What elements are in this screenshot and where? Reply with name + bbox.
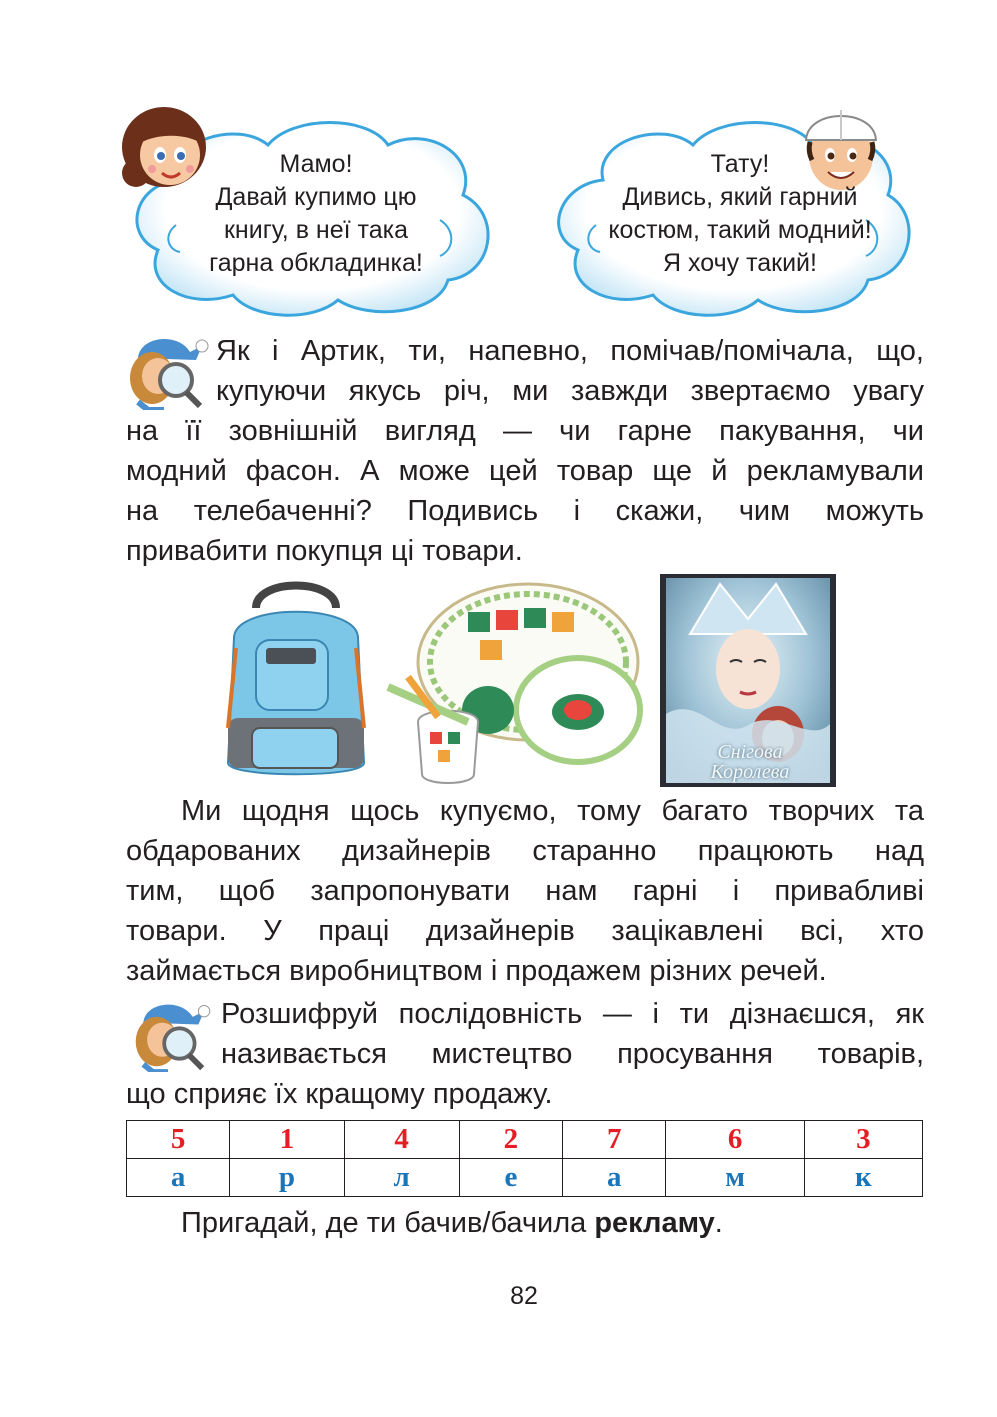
girl-bubble-line: Давай купимо цю <box>215 183 417 211</box>
book-cover-image <box>660 574 836 787</box>
cipher-letter: а <box>563 1159 666 1197</box>
paragraph-line: привабити покупця ці товари. <box>126 535 523 567</box>
boy-bubble-line: Тату! <box>710 150 770 178</box>
paragraph-line: на її зовнішній вигляд — чи гарне пакування, чи <box>126 415 924 447</box>
paragraph-line: називається мистецтво просування товарів, <box>221 1038 924 1070</box>
girl-bubble-line: книгу, в неї така <box>223 216 408 244</box>
page-number: 82 <box>510 1282 538 1310</box>
cipher-number: 2 <box>459 1121 562 1159</box>
paragraph-line: Ми щодня щось купуємо, тому багато творчих та <box>181 795 924 827</box>
paragraph-line: купуючи якусь річ, ми завжди звертаємо увагу <box>216 375 924 407</box>
closing-text: Пригадай, де ти бачив/бачила <box>181 1207 595 1239</box>
cipher-number: 3 <box>804 1121 922 1159</box>
cipher-letters-row <box>127 1159 923 1197</box>
paragraph-line: що сприяє їх кращому продажу. <box>126 1078 553 1110</box>
paragraph-line: тим, щоб запропонувати нам гарні і привабливі <box>126 875 924 907</box>
intro-paragraph <box>126 331 924 571</box>
backpack-image <box>216 578 376 783</box>
closing-period: . <box>714 1207 723 1239</box>
cipher-letter: л <box>344 1159 459 1197</box>
tableware-set-image <box>378 582 650 787</box>
book-title: Снігова Королева <box>710 741 790 783</box>
paragraph-line: модний фасон. А може цей товар ще й рекламували <box>126 455 924 487</box>
cipher-letter: е <box>459 1159 562 1197</box>
paragraph-line: на телебаченні? Подивись і скажи, чим можуть <box>126 495 924 527</box>
cipher-letter: к <box>804 1159 922 1197</box>
cipher-number: 1 <box>230 1121 344 1159</box>
cipher-number: 5 <box>127 1121 230 1159</box>
cipher-numbers-row <box>127 1121 923 1159</box>
paragraph-line: Як і Артик, ти, напевно, помічав/помічала, що, <box>216 335 924 367</box>
cipher-letter: м <box>666 1159 804 1197</box>
girl-bubble-line: гарна обкладинка! <box>209 249 423 277</box>
paragraph-line: обдарованих дизайнерів старанно працюють над <box>126 835 924 867</box>
boy-bubble-line: костюм, такий модний! <box>608 216 872 244</box>
paragraph-line: товари. У праці дизайнерів зацікавлені всі, хто <box>126 915 924 947</box>
closing-keyword: рекламу <box>594 1207 715 1239</box>
girl-bubble-line: Мамо! <box>279 150 353 178</box>
cipher-number: 7 <box>563 1121 666 1159</box>
closing-sentence <box>181 1203 723 1243</box>
cipher-letter: а <box>127 1159 230 1197</box>
cipher-number: 6 <box>666 1121 804 1159</box>
designers-paragraph <box>126 791 924 991</box>
cipher-letter: р <box>230 1159 344 1197</box>
task-paragraph <box>126 994 924 1114</box>
cipher-table <box>126 1120 923 1197</box>
paragraph-line: Розшифруй послідовність — і ти дізнаєшся, як <box>221 998 924 1030</box>
cipher-number: 4 <box>344 1121 459 1159</box>
boy-bubble-line: Дивись, який гарний <box>622 183 858 211</box>
boy-bubble-line: Я хочу такий! <box>663 249 817 277</box>
paragraph-line: займається виробництвом і продажем різних речей. <box>126 955 827 987</box>
